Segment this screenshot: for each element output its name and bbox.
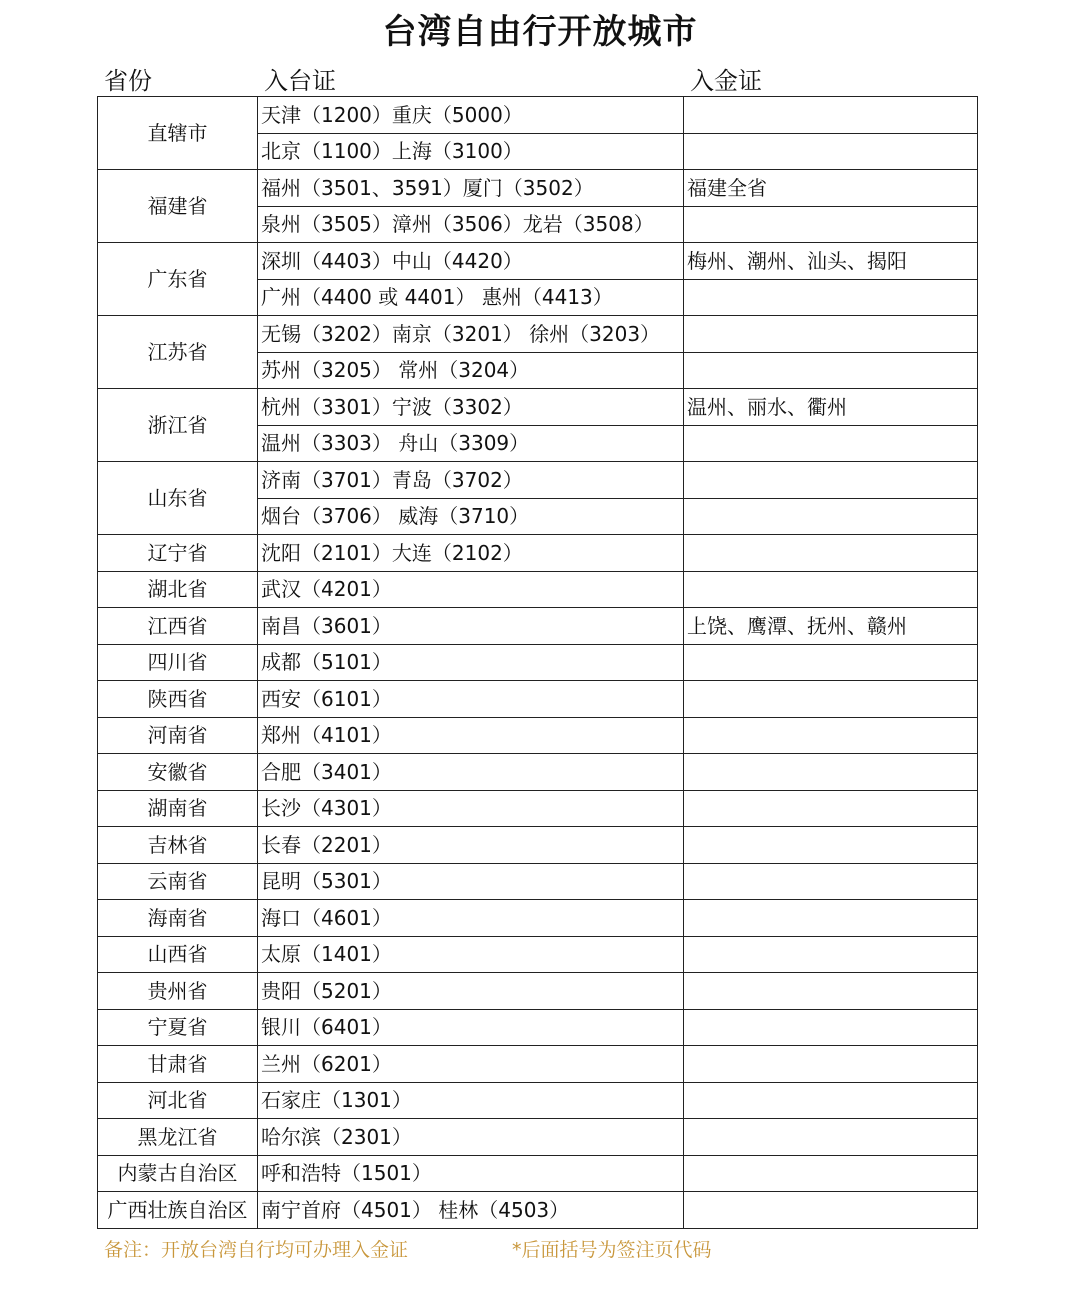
kinmen-permit-cell: [684, 827, 978, 864]
taiwan-permit-cell: 长春（2201）: [258, 827, 684, 864]
taiwan-permit-cell: 福州（3501、3591）厦门（3502）: [258, 170, 684, 207]
province-cell: 云南省: [98, 863, 258, 900]
taiwan-permit-cell: 西安（6101）: [258, 681, 684, 718]
table-row: [98, 1082, 978, 1119]
taiwan-permit-cell: 天津（1200）重庆（5000）: [258, 97, 684, 134]
province-cell: 直辖市: [98, 97, 258, 170]
province-cell: 辽宁省: [98, 535, 258, 572]
taiwan-permit-cell: 南昌（3601）: [258, 608, 684, 645]
table-row: [98, 1155, 978, 1192]
taiwan-permit-cell: 兰州（6201）: [258, 1046, 684, 1083]
taiwan-permit-cell: 无锡（3202）南京（3201） 徐州（3203）: [258, 316, 684, 353]
taiwan-permit-cell: 海口（4601）: [258, 900, 684, 937]
table-body: [98, 97, 978, 1229]
table-row: [98, 535, 978, 572]
table-row: [98, 863, 978, 900]
table-row: [98, 608, 978, 645]
province-cell: 海南省: [98, 900, 258, 937]
page-title: 台湾自由行开放城市: [382, 12, 698, 52]
province-cell: 湖北省: [98, 571, 258, 608]
taiwan-permit-cell: 石家庄（1301）: [258, 1082, 684, 1119]
kinmen-permit-cell: 梅州、潮州、汕头、揭阳: [684, 243, 978, 280]
table-row: [98, 1046, 978, 1083]
taiwan-permit-cell: 深圳（4403）中山（4420）: [258, 243, 684, 280]
kinmen-permit-cell: [684, 681, 978, 718]
column-header-taiwan-permit: 入台证: [264, 67, 336, 95]
taiwan-permit-cell: 合肥（3401）: [258, 754, 684, 791]
province-cell: 安徽省: [98, 754, 258, 791]
kinmen-permit-cell: 温州、丽水、衢州: [684, 389, 978, 426]
kinmen-permit-cell: [684, 973, 978, 1010]
kinmen-permit-cell: [684, 316, 978, 353]
kinmen-permit-cell: [684, 754, 978, 791]
table-row: [98, 97, 978, 134]
taiwan-permit-cell: 武汉（4201）: [258, 571, 684, 608]
kinmen-permit-cell: [684, 133, 978, 170]
taiwan-permit-cell: 哈尔滨（2301）: [258, 1119, 684, 1156]
kinmen-permit-cell: [684, 644, 978, 681]
taiwan-permit-cell: 南宁首府（4501） 桂林（4503）: [258, 1192, 684, 1229]
open-cities-table: [97, 96, 978, 1229]
kinmen-permit-cell: [684, 97, 978, 134]
province-cell: 甘肃省: [98, 1046, 258, 1083]
province-cell: 黑龙江省: [98, 1119, 258, 1156]
province-cell: 吉林省: [98, 827, 258, 864]
kinmen-permit-cell: [684, 279, 978, 316]
kinmen-permit-cell: [684, 1046, 978, 1083]
table-row: [98, 681, 978, 718]
table-row: [98, 973, 978, 1010]
taiwan-permit-cell: 温州（3303） 舟山（3309）: [258, 425, 684, 462]
province-cell: 广东省: [98, 243, 258, 316]
kinmen-permit-cell: [684, 498, 978, 535]
kinmen-permit-cell: [684, 462, 978, 499]
province-cell: 河南省: [98, 717, 258, 754]
table-row: [98, 243, 978, 280]
taiwan-permit-cell: 成都（5101）: [258, 644, 684, 681]
table-row: [98, 170, 978, 207]
province-cell: 湖南省: [98, 790, 258, 827]
table-row: [98, 571, 978, 608]
table-row: [98, 754, 978, 791]
taiwan-permit-cell: 泉州（3505）漳州（3506）龙岩（3508）: [258, 206, 684, 243]
table-row: [98, 644, 978, 681]
province-cell: 山东省: [98, 462, 258, 535]
kinmen-permit-cell: [684, 571, 978, 608]
kinmen-permit-cell: [684, 900, 978, 937]
column-header-province: 省份: [104, 67, 152, 95]
taiwan-permit-cell: 太原（1401）: [258, 936, 684, 973]
table-row: [98, 936, 978, 973]
table-row: [98, 790, 978, 827]
taiwan-permit-cell: 杭州（3301）宁波（3302）: [258, 389, 684, 426]
kinmen-permit-cell: [684, 1082, 978, 1119]
province-cell: 广西壮族自治区: [98, 1192, 258, 1229]
taiwan-permit-cell: 苏州（3205） 常州（3204）: [258, 352, 684, 389]
column-header-kinmen-permit: 入金证: [690, 67, 762, 95]
kinmen-permit-cell: [684, 206, 978, 243]
taiwan-permit-cell: 郑州（4101）: [258, 717, 684, 754]
taiwan-permit-cell: 昆明（5301）: [258, 863, 684, 900]
province-cell: 福建省: [98, 170, 258, 243]
table-row: [98, 717, 978, 754]
province-cell: 河北省: [98, 1082, 258, 1119]
taiwan-permit-cell: 烟台（3706） 威海（3710）: [258, 498, 684, 535]
province-cell: 江西省: [98, 608, 258, 645]
taiwan-permit-cell: 广州（4400 或 4401） 惠州（4413）: [258, 279, 684, 316]
footnote-code-explanation: *后面括号为签注页代码: [512, 1239, 712, 1261]
table-row: [98, 1009, 978, 1046]
footnote-remark: 备注：开放台湾自行均可办理入金证: [104, 1239, 409, 1261]
table-row: [98, 389, 978, 426]
kinmen-permit-cell: [684, 1192, 978, 1229]
province-cell: 陕西省: [98, 681, 258, 718]
kinmen-permit-cell: [684, 936, 978, 973]
kinmen-permit-cell: [684, 1155, 978, 1192]
kinmen-permit-cell: [684, 425, 978, 462]
table-row: [98, 1119, 978, 1156]
taiwan-permit-cell: 长沙（4301）: [258, 790, 684, 827]
kinmen-permit-cell: [684, 717, 978, 754]
table-row: [98, 316, 978, 353]
table-row: [98, 900, 978, 937]
province-cell: 内蒙古自治区: [98, 1155, 258, 1192]
kinmen-permit-cell: [684, 535, 978, 572]
province-cell: 贵州省: [98, 973, 258, 1010]
table-row: [98, 827, 978, 864]
province-cell: 宁夏省: [98, 1009, 258, 1046]
province-cell: 山西省: [98, 936, 258, 973]
kinmen-permit-cell: [684, 1119, 978, 1156]
taiwan-permit-cell: 济南（3701）青岛（3702）: [258, 462, 684, 499]
kinmen-permit-cell: [684, 352, 978, 389]
taiwan-permit-cell: 银川（6401）: [258, 1009, 684, 1046]
taiwan-permit-cell: 呼和浩特（1501）: [258, 1155, 684, 1192]
kinmen-permit-cell: 上饶、鹰潭、抚州、赣州: [684, 608, 978, 645]
table-row: [98, 462, 978, 499]
kinmen-permit-cell: [684, 1009, 978, 1046]
kinmen-permit-cell: [684, 790, 978, 827]
taiwan-permit-cell: 沈阳（2101）大连（2102）: [258, 535, 684, 572]
province-cell: 四川省: [98, 644, 258, 681]
taiwan-permit-cell: 贵阳（5201）: [258, 973, 684, 1010]
province-cell: 江苏省: [98, 316, 258, 389]
kinmen-permit-cell: 福建全省: [684, 170, 978, 207]
taiwan-permit-cell: 北京（1100）上海（3100）: [258, 133, 684, 170]
kinmen-permit-cell: [684, 863, 978, 900]
province-cell: 浙江省: [98, 389, 258, 462]
table-row: [98, 1192, 978, 1229]
